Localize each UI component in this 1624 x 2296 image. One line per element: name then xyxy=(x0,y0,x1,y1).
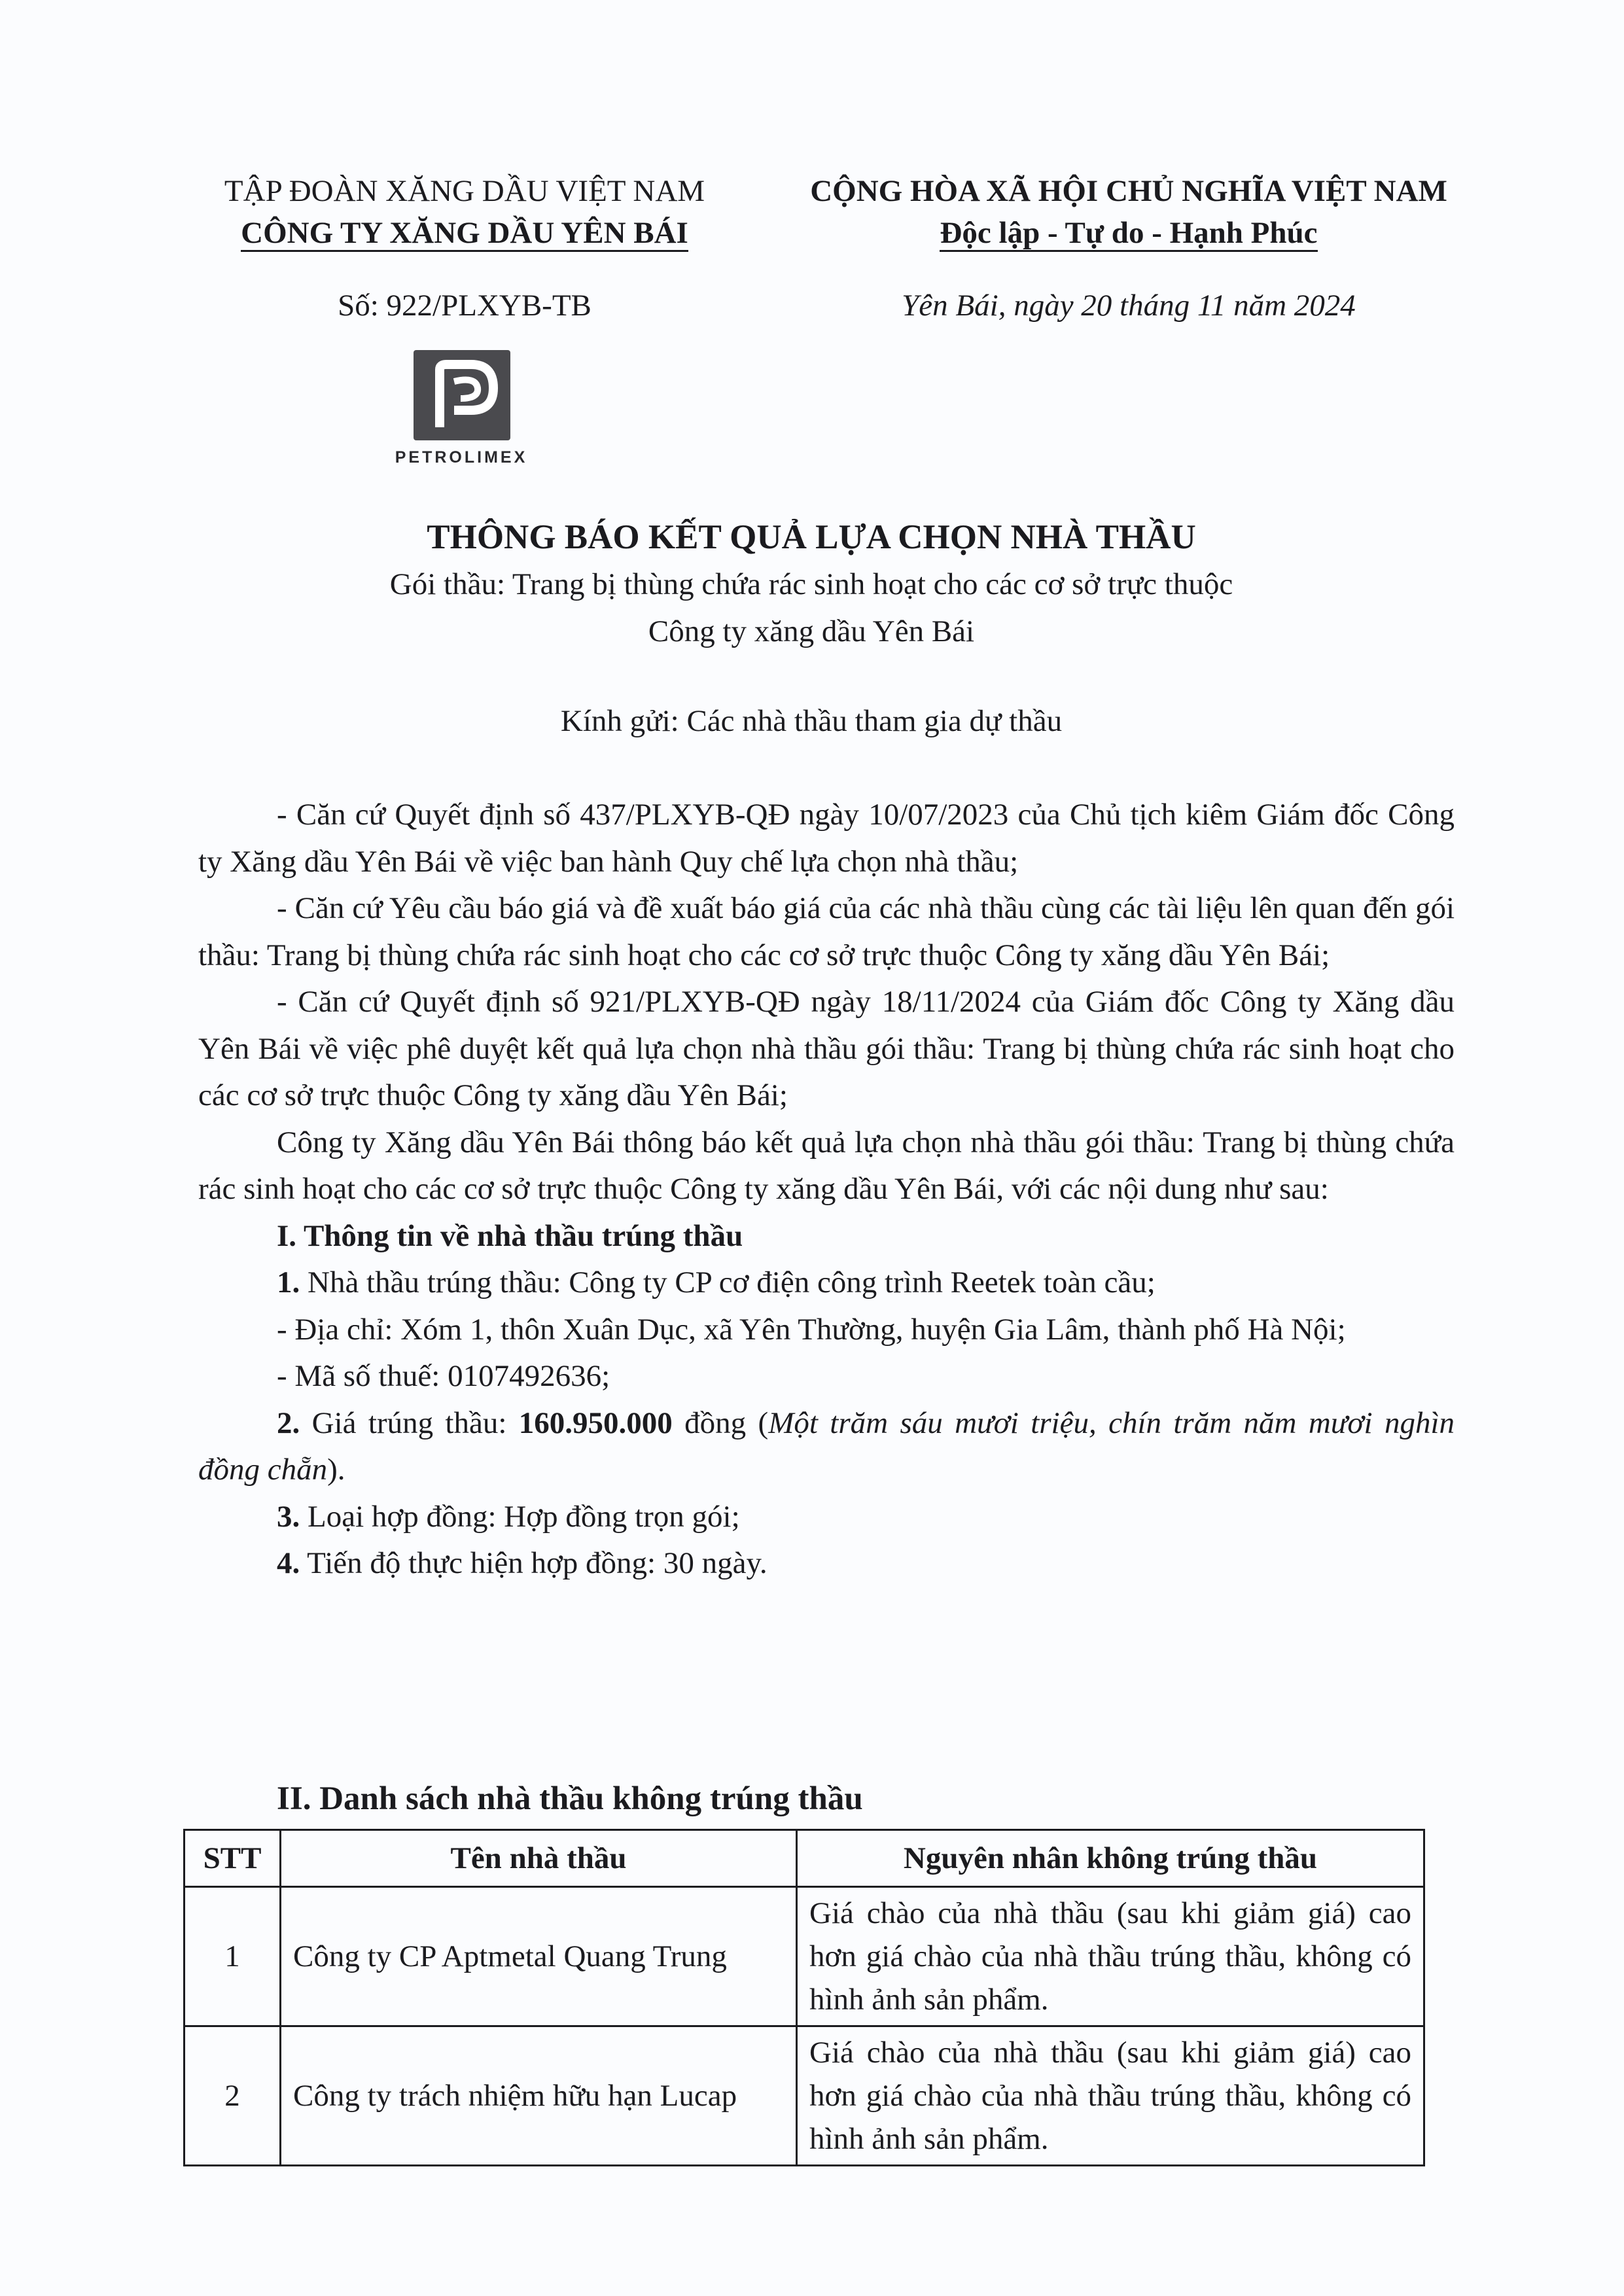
winning-price: 2. Giá trúng thầu: 160.950.000 đồng (Một trăm sáu mươi triệu, chín trăm năm mươi nghìn đồng chẵn). xyxy=(198,1405,1455,1487)
row-reason: Giá chào của nhà thầu (sau khi giảm giá) cao hơn giá chào của nhà thầu trúng thầu, không có hình ảnh sản phẩm. xyxy=(797,1887,1424,2026)
package-line2: Công ty xăng dầu Yên Bái xyxy=(648,614,975,648)
basis-paragraph-2: - Căn cứ Yêu cầu báo giá và đề xuất báo giá của các nhà thầu cùng các tài liệu lên quan đến gói thầu: Trang bị thùng chứa rác sinh hoạt cho các cơ sở trực thuộc Công ty xăng dầu Yên Bái; xyxy=(198,891,1455,972)
petrolimex-logo xyxy=(383,350,540,474)
section-1-heading: I. Thông tin về nhà thầu trúng thầu xyxy=(277,1218,743,1253)
column-header-stt: STT xyxy=(185,1830,281,1887)
row-bidder-name: Công ty trách nhiệm hữu hạn Lucap xyxy=(281,2026,797,2166)
basis-paragraph-1: - Căn cứ Quyết định số 437/PLXYB-QĐ ngày 10/07/2023 của Chủ tịch kiêm Giám đốc Công ty Xăng dầu Yên Bái về việc ban hành Quy chế lựa chọn nhà thầu; xyxy=(198,798,1455,879)
row-stt: 1 xyxy=(185,1887,281,2026)
greeting: Kính gửi: Các nhà thầu tham gia dự thầu xyxy=(560,704,1063,738)
nation-title: CỘNG HÒA XÃ HỘI CHỦ NGHĨA VIỆT NAM xyxy=(810,174,1447,208)
row-stt: 2 xyxy=(185,2026,281,2166)
national-header xyxy=(766,170,1492,254)
column-header-reason: Nguyên nhân không trúng thầu xyxy=(797,1830,1424,1887)
nation-motto: Độc lập - Tự do - Hạnh Phúc xyxy=(940,216,1317,252)
contract-duration: 4. Tiến độ thực hiện hợp đồng: 30 ngày. xyxy=(277,1546,768,1580)
document-title: THÔNG BÁO KẾT QUẢ LỰA CHỌN NHÀ THẦU xyxy=(427,518,1196,556)
announcement-paragraph: Công ty Xăng dầu Yên Bái thông báo kết quả lựa chọn nhà thầu gói thầu: Trang bị thùng chứa rác sinh hoạt cho các cơ sở trực thuộc Công ty xăng dầu Yên Bái, với các nội dung như sau: xyxy=(198,1125,1455,1206)
petrolimex-logo-icon xyxy=(414,350,510,440)
place-date: Yên Bái, ngày 20 tháng 11 năm 2024 xyxy=(902,289,1356,323)
winner-line: 1. Nhà thầu trúng thầu: Công ty CP cơ điện công trình Reetek toàn cầu; xyxy=(277,1265,1156,1299)
price-amount: 160.950.000 xyxy=(518,1405,673,1440)
document-body xyxy=(198,792,1455,1587)
company-name: CÔNG TY XĂNG DẦU YÊN BÁI xyxy=(241,216,688,252)
table-header-row xyxy=(185,1830,1424,1887)
title-block xyxy=(131,514,1492,655)
table-row xyxy=(185,2026,1424,2166)
row-bidder-name: Công ty CP Aptmetal Quang Trung xyxy=(281,1887,797,2026)
section-2-heading: II. Danh sách nhà thầu không trúng thầu xyxy=(277,1780,863,1817)
basis-paragraph-3: - Căn cứ Quyết định số 921/PLXYB-QĐ ngày 18/11/2024 của Giám đốc Công ty Xăng dầu Yên Bái về việc phê duyệt kết quả lựa chọn nhà thầu gói thầu: Trang bị thùng chứa rác sinh hoạt cho các cơ sở trực thuộc Công ty xăng dầu Yên Bái; xyxy=(198,985,1455,1112)
losing-bidders-table xyxy=(183,1829,1425,2166)
parent-org: TẬP ĐOÀN XĂNG DẦU VIỆT NAM xyxy=(224,174,705,208)
winner-address: - Địa chỉ: Xóm 1, thôn Xuân Dục, xã Yên Thường, huyện Gia Lâm, thành phố Hà Nội; xyxy=(277,1312,1346,1347)
issuer-header xyxy=(183,170,746,254)
price-in-words: Một trăm sáu mươi triệu, chín trăm năm mươi nghìn đồng chẵn xyxy=(198,1405,1455,1487)
row-reason: Giá chào của nhà thầu (sau khi giảm giá) cao hơn giá chào của nhà thầu trúng thầu, không có hình ảnh sản phẩm. xyxy=(797,2026,1424,2166)
package-line1: Gói thầu: Trang bị thùng chứa rác sinh hoạt cho các cơ sở trực thuộc xyxy=(389,567,1233,601)
winner-tax-code: - Mã số thuế: 0107492636; xyxy=(277,1359,610,1393)
logo-wordmark: PETROLIMEX xyxy=(395,448,528,467)
contract-type: 3. Loại hợp đồng: Hợp đồng trọn gói; xyxy=(277,1499,740,1534)
document-number: Số: 922/PLXYB-TB xyxy=(338,289,591,323)
column-header-name: Tên nhà thầu xyxy=(281,1830,797,1887)
table-row xyxy=(185,1887,1424,2026)
